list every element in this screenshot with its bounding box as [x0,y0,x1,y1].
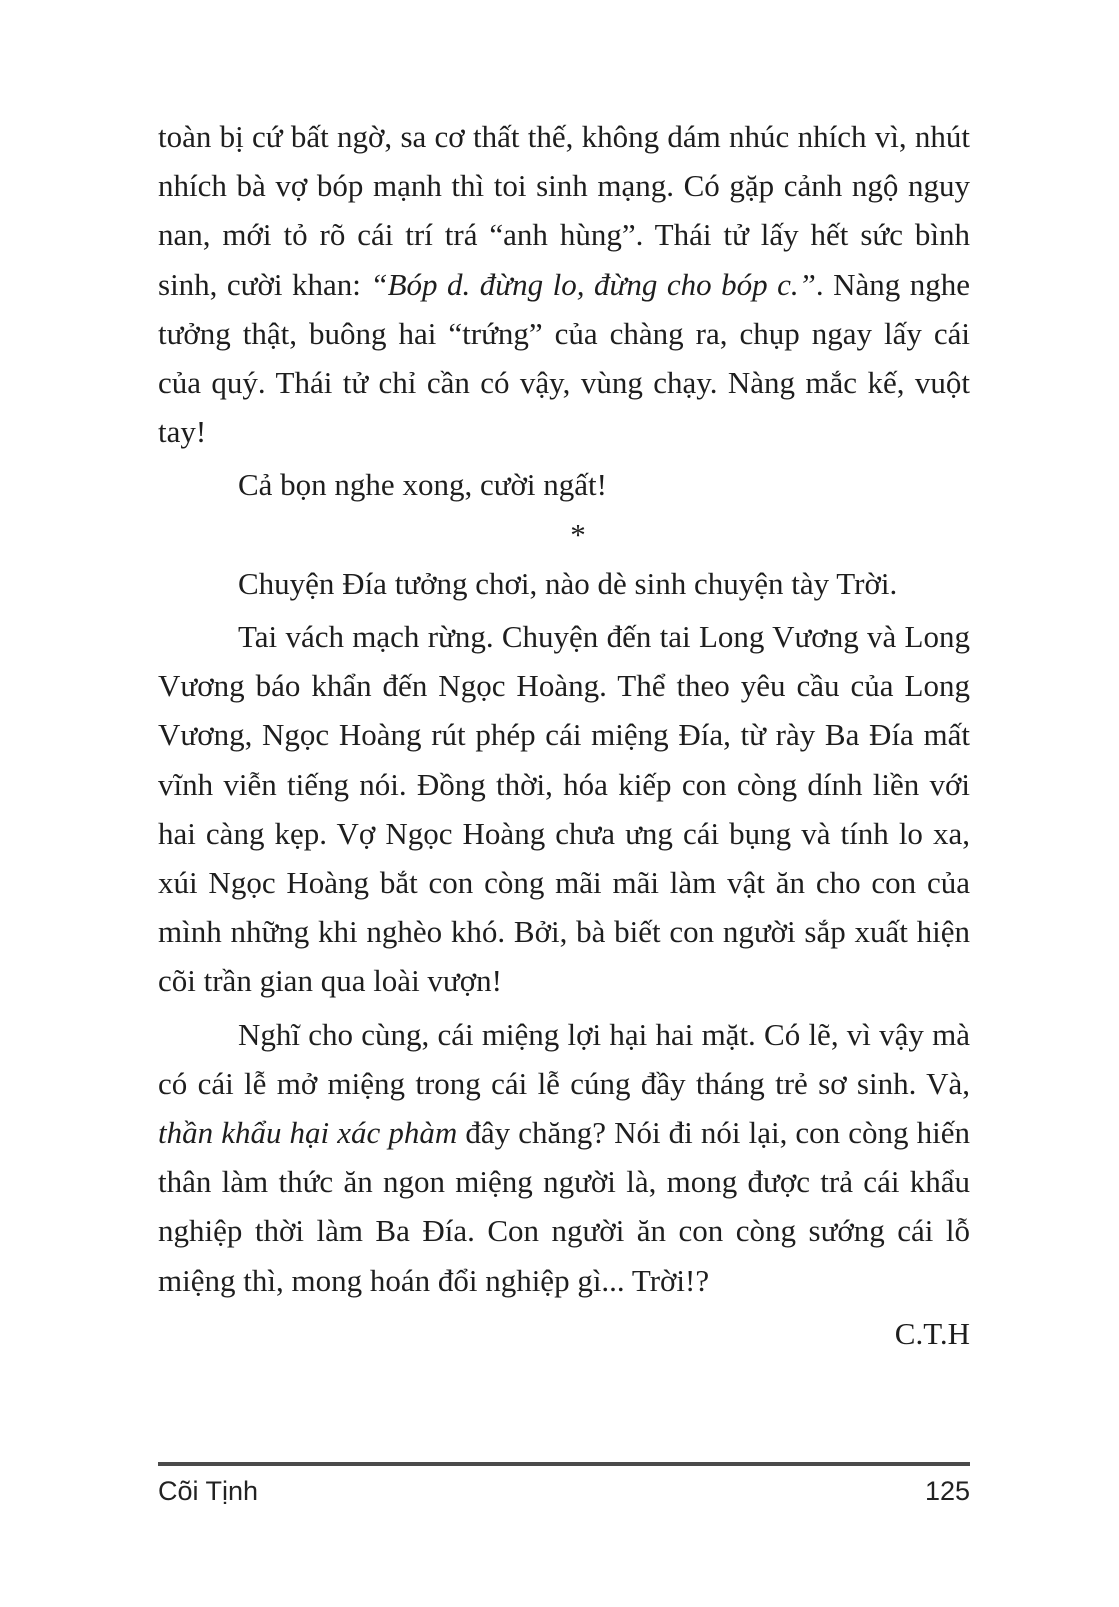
footer-divider [158,1462,970,1466]
article-body [158,112,970,1358]
page-number: 125 [924,1476,970,1506]
author-signature: C.T.H [894,1315,970,1351]
paragraph-1 [158,112,970,456]
book-title: Cõi Tịnh [158,1476,259,1506]
paragraph-3: Chuyện Đía tưởng chơi, nào dè sinh chuyện tày Trời. [238,565,898,601]
paragraph-4: Tai vách mạch rừng. Chuyện đến tai Long Vương và Long Vương báo khẩn đến Ngọc Hoàng. Thể theo yêu cầu của Long Vương, Ngọc Hoàng rút phép cái miệng Đía, từ rày Ba Đía mất vĩnh viễn tiếng nói. Đồng thời, hóa kiếp con còng dính liền với hai càng kẹp. Vợ Ngọc Hoàng chưa ưng cái bụng và tính lo xa, xúi Ngọc Hoàng bắt con còng mãi mãi làm vật ăn cho con của mình những khi nghèo khó. Bởi, bà biết con người sắp xuất hiện cõi trần gian qua loài vượn! [158,619,970,999]
paragraph-5-emphasis: thần khẩu hại xác phàm [158,1115,458,1151]
page-footer [158,1476,970,1507]
paragraph-5 [158,1010,970,1305]
paragraph-5-text-b: đây chăng? Nói đi nói lại, con còng hiến thân làm thức ăn ngon miệng người là, mong được trả cái khẩu nghiệp thời làm Ba Đía. Con người ăn con còng sướng cái lỗ miệng thì, mong hoán đổi nghiệp gì... Trời!? [158,1115,970,1298]
paragraph-5-text-a: Nghĩ cho cùng, cái miệng lợi hại hai mặt. Có lẽ, vì vậy mà có cái lễ mở miệng trong cái lễ cúng đầy tháng trẻ sơ sinh. Và, [158,1016,970,1101]
paragraph-1-text-a: toàn bị cứ bất ngờ, sa cơ thất thế, không dám nhúc nhích vì, nhút nhích bà vợ bóp mạnh thì toi sinh mạng. Có gặp cảnh ngộ nguy nan, mới tỏ rõ cái trí trá “anh hùng”. Thái tử lấy hết sức bình sinh, cười khan: [158,119,970,302]
section-separator: * [570,516,586,552]
paragraph-1-quote: “Bóp d. đừng lo, đừng cho bóp c.” [370,266,816,302]
paragraph-1-text-b: . Nàng nghe tưởng thật, buông hai “trứng” của chàng ra, chụp ngay lấy cái của quý. Thái tử chỉ cần có vậy, vùng chạy. Nàng mắc kế, vuột tay! [158,266,970,450]
paragraph-2: Cả bọn nghe xong, cười ngất! [238,467,607,503]
